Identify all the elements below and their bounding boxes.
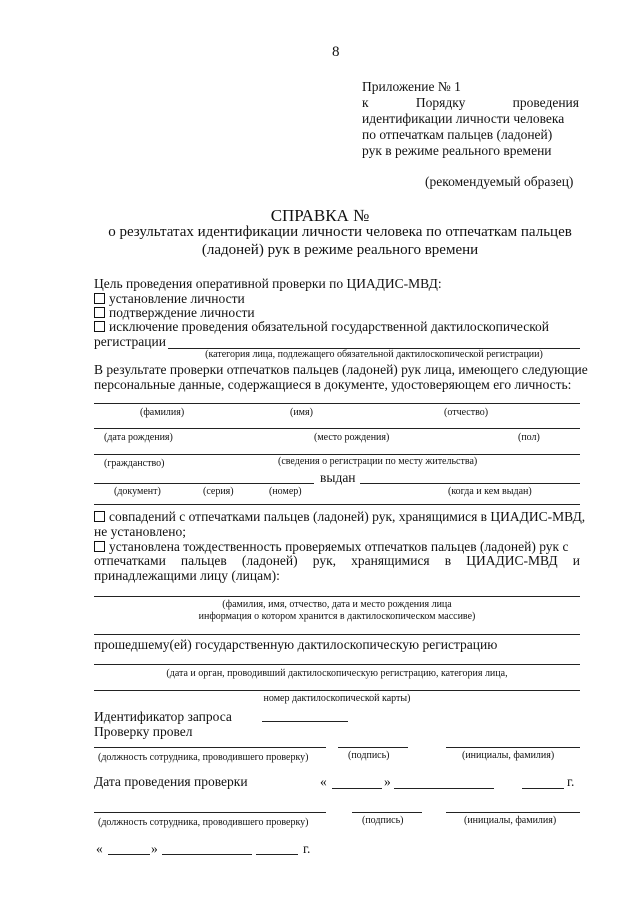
match-found-line-3: принадлежащими лицу (лицам): [94,568,280,583]
field-line [94,664,580,665]
position-caption: (должность сотрудника, проводившего проверку) [98,817,309,828]
text-word: (ладоней) [241,553,298,568]
registration-details-caption: (дата и орган, проводивший дактилоскопическую регистрацию, категория лица, [166,668,508,679]
position-caption: (должность сотрудника, проводившего проверку) [98,752,309,763]
request-id-label: Идентификатор запроса [94,709,232,724]
passed-registration: прошедшему(ей) государственную дактилоскопическую регистрацию [94,637,498,652]
issued-label: выдан [320,470,356,485]
appendix-word: к [362,95,369,110]
checkbox[interactable] [94,293,105,304]
appendix-word: проведения [512,95,579,110]
initials-caption: (инициалы, фамилия) [464,815,557,826]
surname-caption: (фамилия) [140,407,185,418]
date-year-line[interactable] [256,854,298,855]
doc-subtitle-2: (ладоней) рук в режиме реального времени [201,242,479,258]
field-line [94,454,580,455]
text-word: пальцев [180,553,227,568]
date-month-line[interactable] [394,788,494,789]
date-year-line[interactable] [522,788,564,789]
signature-line[interactable] [94,747,326,748]
open-quote: « [320,774,327,789]
text-word: отпечатками [94,553,166,568]
match-found-line-2 [94,553,580,569]
signature-caption: (подпись) [348,750,390,761]
field-line [360,483,580,484]
field-line [94,483,314,484]
field-line [94,504,580,505]
number-caption: (номер) [269,486,302,497]
page-number: 8 [332,44,340,60]
field-line [94,690,580,691]
appendix-word: Порядку [415,95,466,110]
person-caption-1: (фамилия, имя, отчество, дата и место рождения лица [222,599,452,610]
signature-line[interactable] [94,812,326,813]
birth-place-caption: (место рождения) [314,432,390,443]
option-label: исключение проведения обязательной государственной дактилоскопической [109,319,550,334]
option-label: установлена тождественность проверяемых отпечатков пальцев (ладоней) рук с [109,539,569,554]
name-caption: (имя) [290,407,313,418]
sex-caption: (пол) [518,432,540,443]
doc-subtitle-1: о результатах идентификации личности человека по отпечаткам пальцев [108,224,572,240]
option-label: подтверждение личности [109,305,255,320]
appendix-title: Приложение № 1 [362,79,461,94]
signature-line[interactable] [446,812,580,813]
option-label: установление личности [109,291,245,306]
appendix-line-2 [362,95,579,111]
purpose-heading: Цель проведения оперативной проверки по ЦИАДИС-МВД: [94,276,442,291]
document-caption: (документ) [114,486,161,497]
request-id-line[interactable] [262,721,348,722]
series-caption: (серия) [203,486,234,497]
close-quote: » [151,841,158,856]
residence-caption: (сведения о регистрации по месту жительства) [278,456,478,467]
field-line [94,428,580,429]
text-word: в [444,553,452,568]
close-quote: » [384,774,391,789]
result-line-2: персональные данные, содержащиеся в документе, удостоверяющем его личность: [94,377,572,392]
checkbox[interactable] [94,321,105,332]
sample-note: (рекомендуемый образец) [425,174,574,189]
year-suffix: г. [567,774,575,789]
appendix-line-3: идентификации личности человека [362,111,565,126]
patronymic-caption: (отчество) [444,407,489,418]
field-line [94,634,580,635]
signature-caption: (подпись) [362,815,404,826]
registration-caption: (категория лица, подлежащего обязательной дактилоскопической регистрации) [205,349,543,360]
match-none-option[interactable] [94,509,585,525]
checkbox[interactable] [94,307,105,318]
text-word: ЦИАДИС-МВД [466,553,558,568]
match-none-line-2: не установлено; [94,524,187,539]
checkbox[interactable] [94,541,105,552]
appendix-line-4: по отпечаткам пальцев (ладоней) [362,127,553,142]
checked-by-label: Проверку провел [94,724,193,739]
citizenship-caption: (гражданство) [104,458,165,469]
doc-title: СПРАВКА № [270,206,370,225]
checkbox[interactable] [94,511,105,522]
person-caption-2: информация о котором хранится в дактилоскопическом массиве) [198,611,476,622]
issued-by-caption: (когда и кем выдан) [448,486,532,497]
appendix-line-5: рук в режиме реального времени [362,143,552,158]
open-quote: « [96,841,103,856]
date-day-line[interactable] [108,854,150,855]
signature-line[interactable] [352,812,422,813]
result-line-1: В результате проверки отпечатков пальцев (ладоней) рук лица, имеющего следующие [94,362,588,377]
check-date-label: Дата проведения проверки [94,774,248,789]
birth-date-caption: (дата рождения) [104,432,173,443]
field-line [94,403,580,404]
option-label: совпадений с отпечатками пальцев (ладоней) рук, хранящимися в ЦИАДИС-МВД, [109,509,586,524]
date-month-line[interactable] [162,854,252,855]
card-number-caption: номер дактилоскопической карты) [263,693,411,704]
signature-line[interactable] [446,747,580,748]
text-word: хранящимися [351,553,430,568]
registration-label: регистрации [94,334,166,349]
signature-line[interactable] [338,747,408,748]
text-word: и [572,553,580,568]
initials-caption: (инициалы, фамилия) [462,750,555,761]
year-suffix: г. [303,841,311,856]
field-line [94,596,580,597]
date-day-line[interactable] [332,788,382,789]
text-word: рук, [312,553,337,568]
purpose-option-3[interactable] [94,319,549,335]
